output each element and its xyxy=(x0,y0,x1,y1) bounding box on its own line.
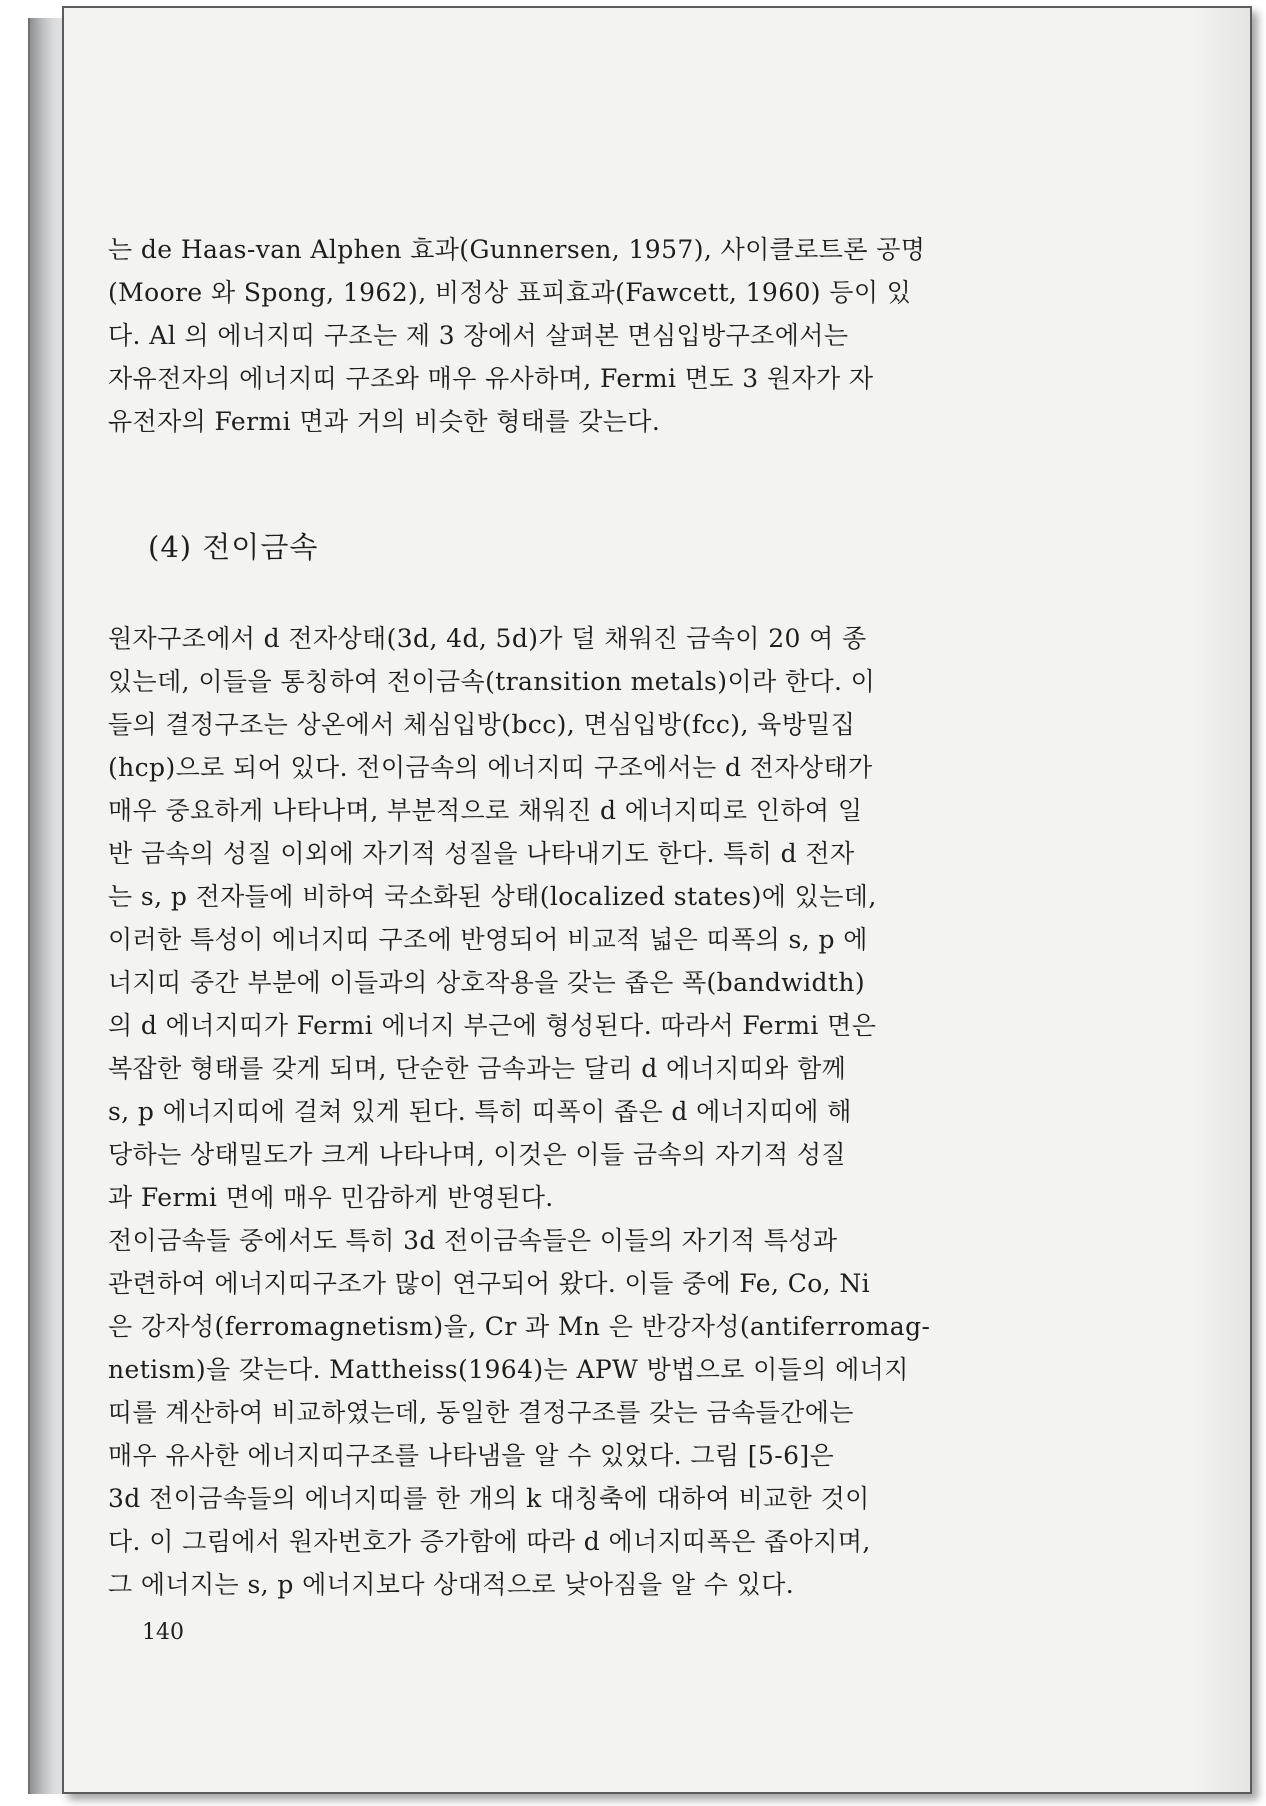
section-heading: (4) 전이금속 xyxy=(148,530,319,564)
text-line: 이러한 특성이 에너지띠 구조에 반영되어 비교적 넓은 띠폭의 s, p 에 xyxy=(108,925,868,954)
text-line: 원자구조에서 d 전자상태(3d, 4d, 5d)가 덜 채워진 금속이 20 여 종 xyxy=(108,624,867,653)
page-number: 140 xyxy=(142,1620,184,1645)
text-line: 자유전자의 에너지띠 구조와 매우 유사하며, Fermi 면도 3 원자가 자 xyxy=(108,364,874,393)
text-line: 관련하여 에너지띠구조가 많이 연구되어 왔다. 이들 중에 Fe, Co, Ni xyxy=(108,1269,871,1298)
text-line: (hcp)으로 되어 있다. 전이금속의 에너지띠 구조에서는 d 전자상태가 xyxy=(108,753,873,782)
text-line: 은 강자성(ferromagnetism)을, Cr 과 Mn 은 반강자성(antiferromag- xyxy=(108,1312,931,1341)
text-line: 전이금속들 중에서도 특히 3d 전이금속들은 이들의 자기적 특성과 xyxy=(108,1226,838,1255)
text-line: 너지띠 중간 부분에 이들과의 상호작용을 갖는 좁은 폭(bandwidth) xyxy=(108,968,865,997)
text-line: 매우 중요하게 나타나며, 부분적으로 채워진 d 에너지띠로 인하여 일 xyxy=(108,796,863,825)
text-line: 띠를 계산하여 비교하였는데, 동일한 결정구조를 갖는 금속들간에는 xyxy=(108,1398,854,1427)
text-line: (Moore 와 Spong, 1962), 비정상 표피효과(Fawcett, 1960) 등이 있 xyxy=(108,278,912,307)
text-line: 유전자의 Fermi 면과 거의 비슷한 형태를 갖는다. xyxy=(108,407,661,436)
text-line: 의 d 에너지띠가 Fermi 에너지 부근에 형성된다. 따라서 Fermi 면은 xyxy=(108,1011,877,1040)
text-line: 는 s, p 전자들에 비하여 국소화된 상태(localized states)에 있는데, xyxy=(108,882,877,911)
text-line: s, p 에너지띠에 걸쳐 있게 된다. 특히 띠폭이 좁은 d 에너지띠에 해 xyxy=(108,1097,852,1126)
text-line: 다. Al 의 에너지띠 구조는 제 3 장에서 살펴본 면심입방구조에서는 xyxy=(108,321,849,350)
text-line: 있는데, 이들을 통칭하여 전이금속(transition metals)이라 한다. 이 xyxy=(108,667,876,696)
text-line: 그 에너지는 s, p 에너지보다 상대적으로 낮아짐을 알 수 있다. xyxy=(108,1570,795,1599)
page-shading xyxy=(1190,8,1250,1792)
text-line: 다. 이 그림에서 원자번호가 증가함에 따라 d 에너지띠폭은 좁아지며, xyxy=(108,1527,871,1556)
text-line: 복잡한 형태를 갖게 되며, 단순한 금속과는 달리 d 에너지띠와 함께 xyxy=(108,1054,847,1083)
text-line: 는 de Haas-van Alphen 효과(Gunnersen, 1957), 사이클로트론 공명 xyxy=(108,235,926,264)
text-line: 매우 유사한 에너지띠구조를 나타냄을 알 수 있었다. 그림 [5-6]은 xyxy=(108,1441,835,1470)
text-line: 들의 결정구조는 상온에서 체심입방(bcc), 면심입방(fcc), 육방밀집 xyxy=(108,710,856,739)
text-line: netism)을 갖는다. Mattheiss(1964)는 APW 방법으로 이들의 에너지 xyxy=(108,1355,909,1384)
text-line: 반 금속의 성질 이외에 자기적 성질을 나타내기도 한다. 특히 d 전자 xyxy=(108,839,855,868)
paragraph-top xyxy=(108,228,1080,443)
text-line: 당하는 상태밀도가 크게 나타나며, 이것은 이들 금속의 자기적 성질 xyxy=(108,1140,846,1169)
paragraph-main xyxy=(108,617,1080,1606)
text-line: 과 Fermi 면에 매우 민감하게 반영된다. xyxy=(108,1183,554,1212)
text-line: 3d 전이금속들의 에너지띠를 한 개의 k 대칭축에 대하여 비교한 것이 xyxy=(108,1484,870,1513)
